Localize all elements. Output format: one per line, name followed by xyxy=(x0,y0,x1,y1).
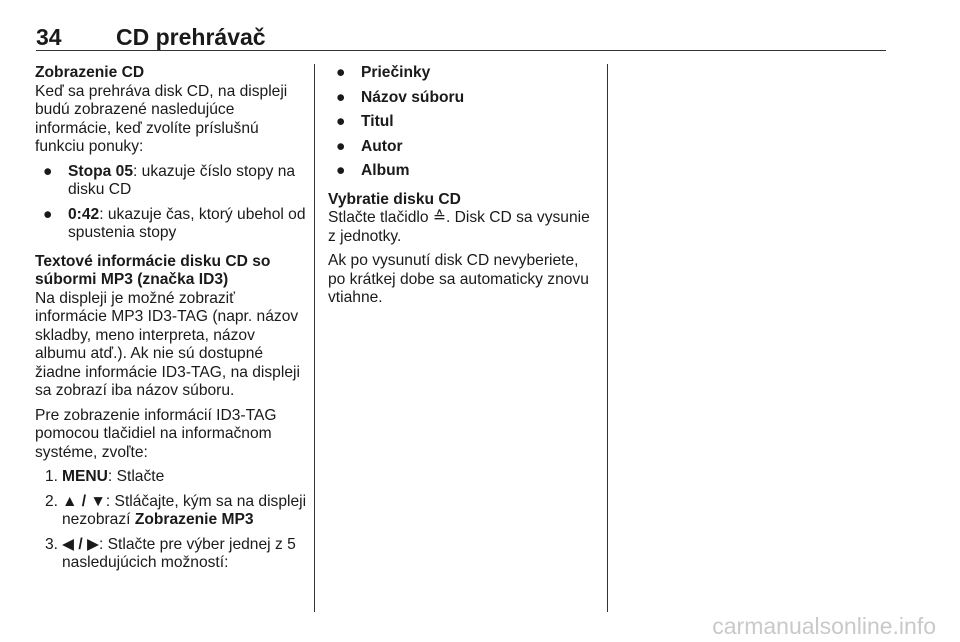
list-item xyxy=(35,206,307,243)
chapter-title: CD prehrávač xyxy=(116,24,266,50)
step-number: 3. xyxy=(45,535,59,553)
column-divider xyxy=(314,64,315,612)
item-text: : ukazuje číslo stopy na disku CD xyxy=(68,162,296,198)
column-divider xyxy=(607,64,608,612)
bullet-icon: ● xyxy=(43,205,53,223)
page-number: 34 xyxy=(36,24,62,50)
bullet-icon: ● xyxy=(336,162,346,179)
list-item xyxy=(35,163,307,200)
bullet-icon: ● xyxy=(336,88,346,106)
item-bold: Stopa 05 xyxy=(68,162,133,180)
watermark: carmanualsonline.info xyxy=(712,613,936,639)
section-heading-eject: Vybratie disku CD xyxy=(328,190,461,208)
bullet-icon: ● xyxy=(43,162,53,180)
middle-column xyxy=(328,64,600,308)
section-heading-display-cd: Zobrazenie CD xyxy=(35,64,145,81)
bullet-icon: ● xyxy=(336,64,346,81)
section-text: Na displeji je možné zobraziť informácie MP3 ID3-TAG (napr. názov skladby, meno interpreta, názov albumu atď.). Ak nie sú dostupné žiadne informácie ID3-TAG, na displeji sa zobrazí iba názov súboru. xyxy=(35,289,300,399)
section-text: Pre zobrazenie informácií ID3-TAG pomocou tlačidiel na informačnom systéme, zvoľte: xyxy=(35,406,277,461)
option-label: Album xyxy=(361,162,410,179)
step-item xyxy=(35,493,307,530)
steps-list xyxy=(35,468,307,573)
step-text: : Stlačte pre výber jednej z 5 nasledujúcich možností: xyxy=(62,535,296,571)
step-key: MENU xyxy=(62,468,108,485)
step-number: 2. xyxy=(45,492,59,510)
section-heading-id3: Textové informácie disku CD so súbormi MP3 (značka ID3) xyxy=(35,252,271,288)
option-label: Autor xyxy=(361,137,403,155)
option-label: Titul xyxy=(361,113,394,130)
step-emphasis: Zobrazenie MP3 xyxy=(134,511,254,528)
section-text: Keď sa prehráva disk CD, na displeji budú zobrazené nasledujúce informácie, keď zvolíte príslušnú funkciu ponuky: xyxy=(35,82,288,155)
info-bullet-list xyxy=(35,163,307,243)
option-label: Názov súboru xyxy=(361,88,465,106)
step-number: 1. xyxy=(45,468,59,485)
list-item xyxy=(328,113,600,132)
item-bold: 0:42 xyxy=(68,205,100,223)
item-text: : ukazuje čas, ktorý ubehol od spustenia stopy xyxy=(68,205,306,241)
list-item xyxy=(328,162,600,181)
list-item xyxy=(328,89,600,108)
step-text: : Stláčajte, kým sa na displeji nezobrazí xyxy=(62,492,307,528)
options-list xyxy=(328,64,600,181)
list-item xyxy=(328,138,600,157)
step-key: ▲ / ▼ xyxy=(62,492,106,510)
step-key: ◀ / ▶ xyxy=(62,535,99,553)
step-item xyxy=(35,536,307,573)
header-rule xyxy=(36,50,886,51)
step-item xyxy=(35,468,307,487)
bullet-icon: ● xyxy=(336,137,346,155)
left-column xyxy=(35,64,307,579)
step-text: : Stlačte xyxy=(107,468,165,485)
section-text: Ak po vysunutí disk CD nevyberiete, po krátkej dobe sa automaticky znovu vtiahne. xyxy=(328,252,589,306)
page-header xyxy=(36,22,886,52)
section-text: Stlačte tlačidlo ≙. Disk CD sa vysunie z jednotky. xyxy=(328,209,590,245)
bullet-icon: ● xyxy=(336,113,346,130)
option-label: Priečinky xyxy=(361,64,431,81)
list-item xyxy=(328,64,600,83)
